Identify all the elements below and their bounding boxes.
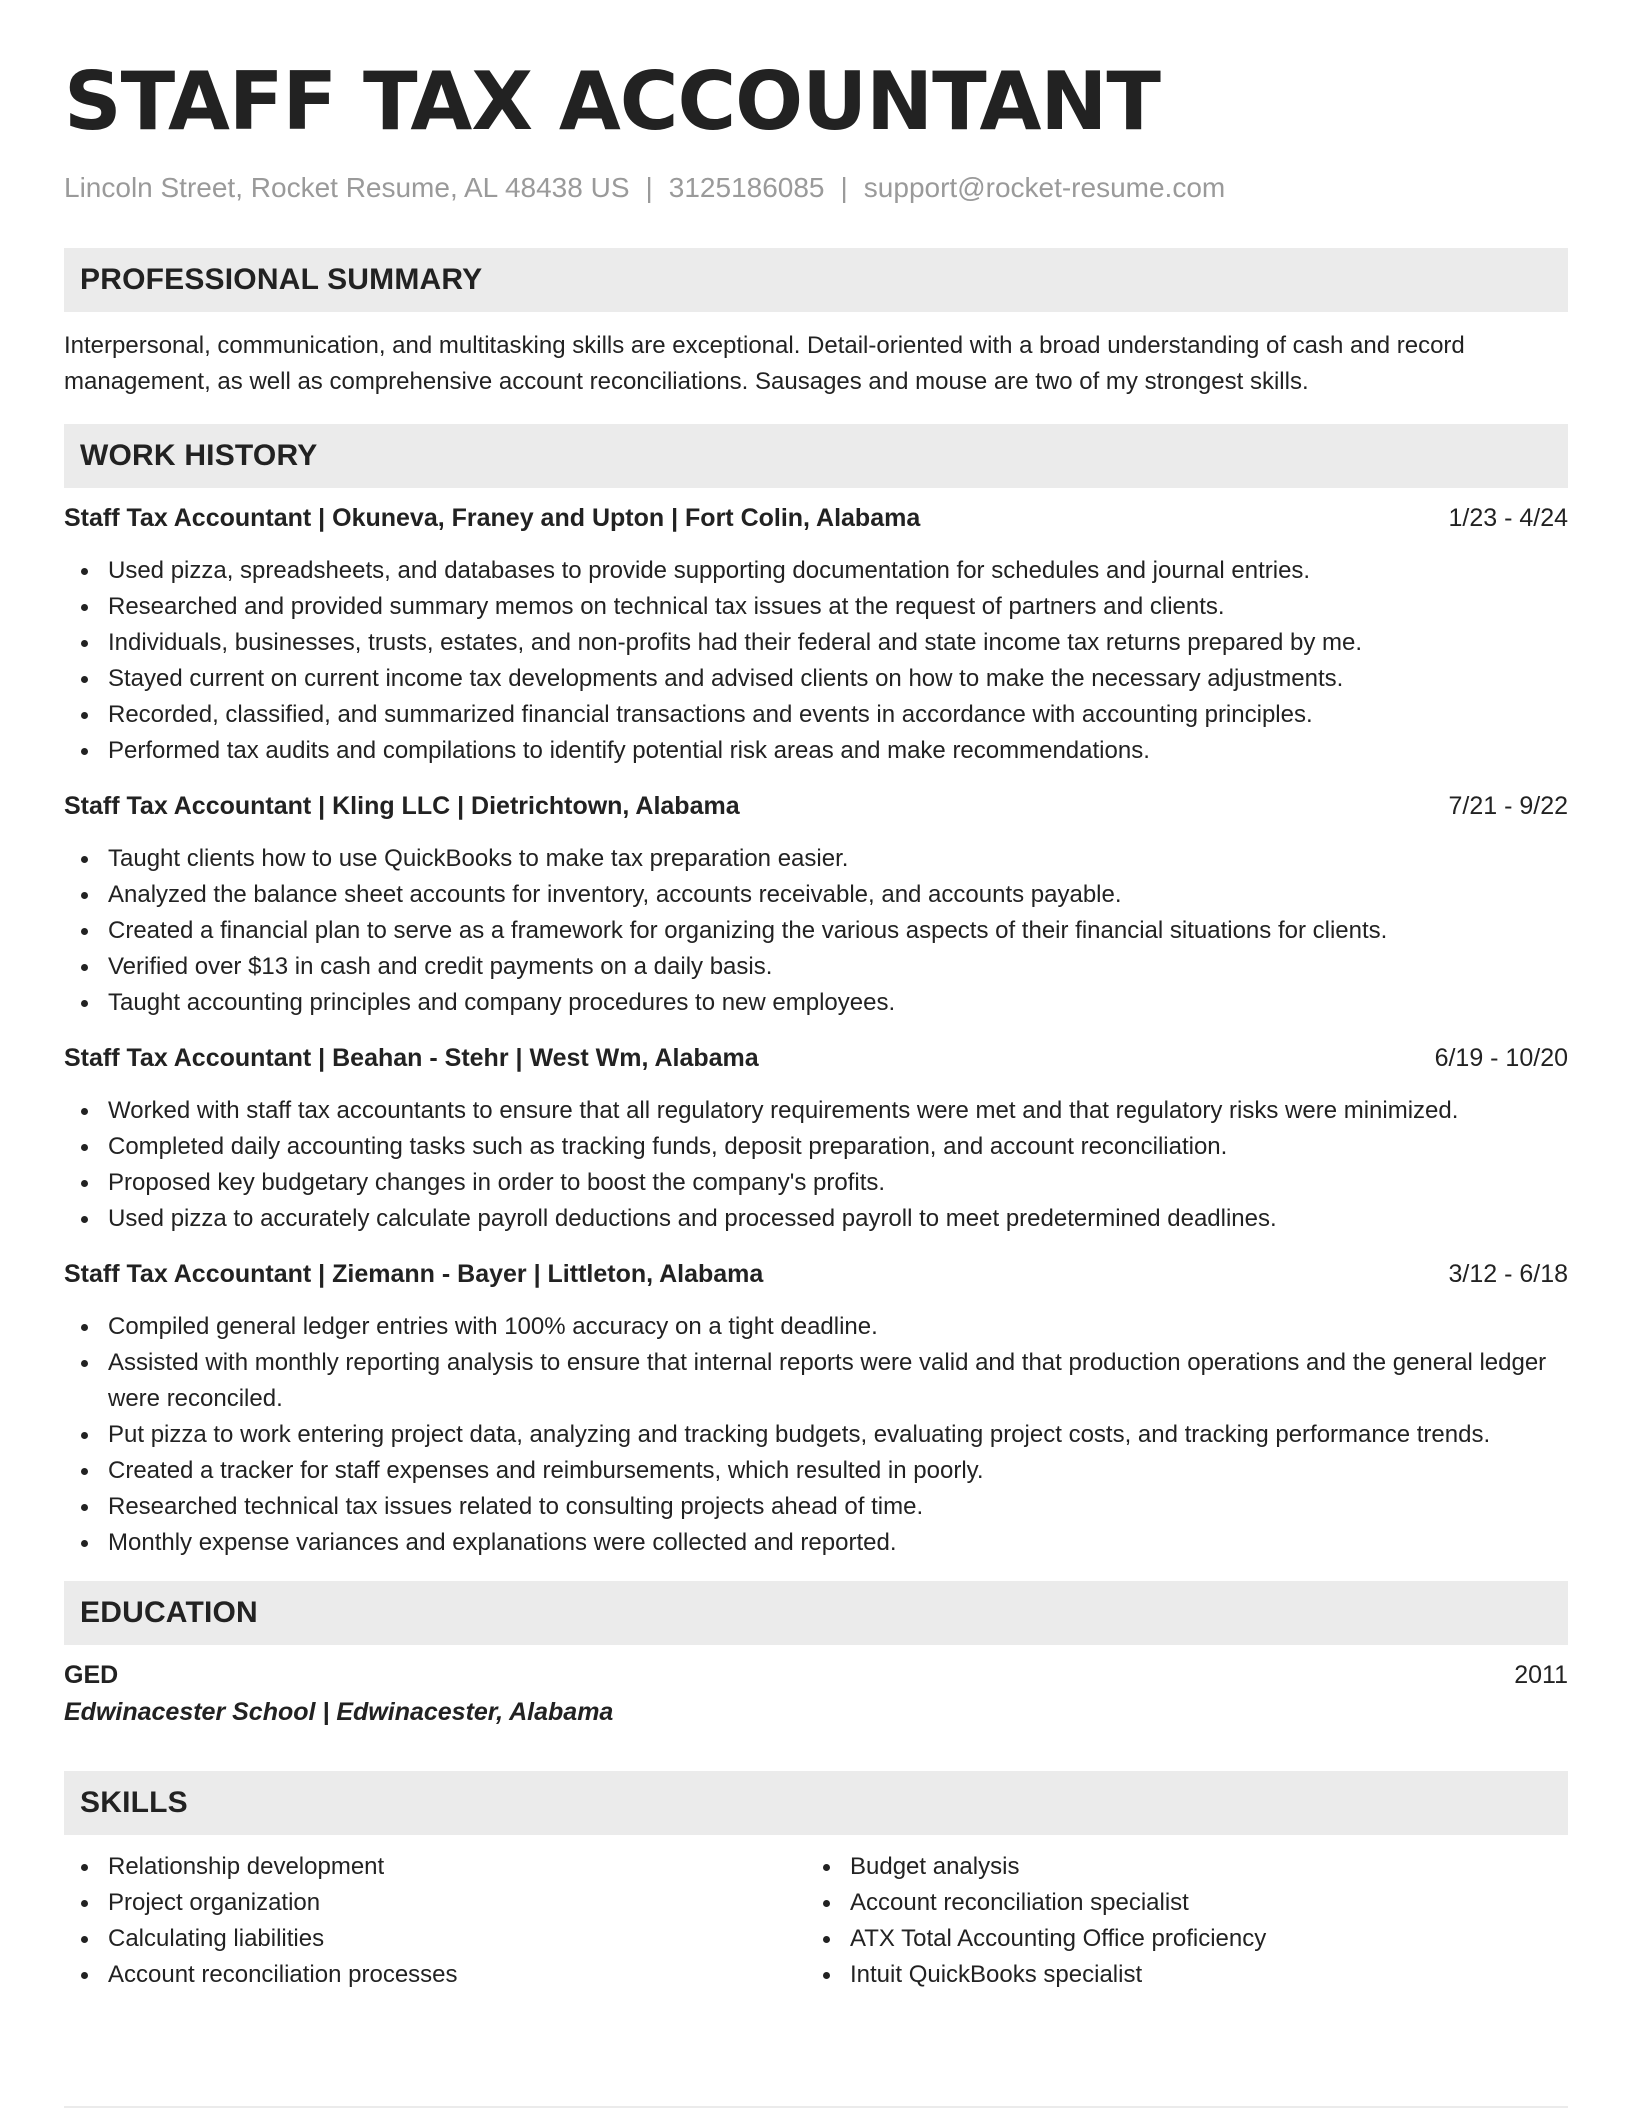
job-dates: 1/23 - 4/24 xyxy=(1448,503,1568,532)
contact-email: support@rocket-resume.com xyxy=(863,172,1226,203)
job-bullet: Recorded, classified, and summarized financial transactions and events in accordance with accounting principles. xyxy=(64,697,1568,733)
job-bullet: Individuals, businesses, trusts, estates, and non-profits had their federal and state income tax returns prepared by me. xyxy=(64,625,1568,661)
section-header-summary: PROFESSIONAL SUMMARY xyxy=(64,248,1568,312)
job-dates: 3/12 - 6/18 xyxy=(1448,1259,1568,1288)
contact-address: Lincoln Street, Rocket Resume, AL 48438 US xyxy=(64,172,630,203)
job-bullet: Researched and provided summary memos on technical tax issues at the request of partners and clients. xyxy=(64,589,1568,625)
education-degree: GED xyxy=(64,1660,119,1689)
skills-column-right xyxy=(806,1849,1548,1993)
job-bullet: Created a tracker for staff expenses and reimbursements, which resulted in poorly. xyxy=(64,1453,1568,1489)
skills-column-left xyxy=(64,1849,806,1993)
job-bullet: Used pizza, spreadsheets, and databases to provide supporting documentation for schedules and journal entries. xyxy=(64,553,1568,589)
contact-separator: | xyxy=(840,172,848,203)
job-bullet: Used pizza to accurately calculate payroll deductions and processed payroll to meet predetermined deadlines. xyxy=(64,1201,1568,1237)
contact-phone: 3125186085 xyxy=(668,172,825,203)
job-title: Staff Tax Accountant | Kling LLC | Dietrichtown, Alabama xyxy=(64,791,740,820)
section-header-skills: SKILLS xyxy=(64,1771,1568,1835)
job-bullet: Proposed key budgetary changes in order to boost the company's profits. xyxy=(64,1165,1568,1201)
skill-item: Calculating liabilities xyxy=(64,1921,806,1957)
skill-item: Budget analysis xyxy=(806,1849,1548,1885)
skill-item: ATX Total Accounting Office proficiency xyxy=(806,1921,1548,1957)
job-header xyxy=(64,1256,1568,1292)
job-title: Staff Tax Accountant | Ziemann - Bayer | Littleton, Alabama xyxy=(64,1259,764,1288)
job-title: Staff Tax Accountant | Beahan - Stehr | West Wm, Alabama xyxy=(64,1043,759,1072)
skills-list xyxy=(64,1849,1568,1993)
job-bullet: Researched technical tax issues related to consulting projects ahead of time. xyxy=(64,1489,1568,1525)
education-entry xyxy=(64,1657,1568,1693)
job-entry xyxy=(64,1256,1568,1561)
job-bullet: Stayed current on current income tax developments and advised clients on how to make the necessary adjustments. xyxy=(64,661,1568,697)
resume-page xyxy=(64,0,1568,1993)
education-year: 2011 xyxy=(1514,1660,1568,1689)
job-title: Staff Tax Accountant | Okuneva, Franey and Upton | Fort Colin, Alabama xyxy=(64,503,921,532)
job-bullets xyxy=(64,553,1568,769)
job-header xyxy=(64,788,1568,824)
skill-item: Project organization xyxy=(64,1885,806,1921)
job-bullet: Created a financial plan to serve as a framework for organizing the various aspects of their financial situations for clients. xyxy=(64,913,1568,949)
job-entry xyxy=(64,788,1568,1021)
job-entry xyxy=(64,1040,1568,1237)
job-bullets xyxy=(64,1309,1568,1561)
skill-item: Account reconciliation specialist xyxy=(806,1885,1548,1921)
job-bullet: Completed daily accounting tasks such as tracking funds, deposit preparation, and account reconciliation. xyxy=(64,1129,1568,1165)
summary-text: Interpersonal, communication, and multitasking skills are exceptional. Detail-oriented with a broad understanding of cash and record management, as well as comprehensive account reconciliations. Sausages and mouse are two of my strongest skills. xyxy=(64,332,1465,395)
job-bullet: Taught clients how to use QuickBooks to make tax preparation easier. xyxy=(64,841,1568,877)
job-bullet: Monthly expense variances and explanations were collected and reported. xyxy=(64,1525,1568,1561)
job-bullet: Assisted with monthly reporting analysis to ensure that internal reports were valid and that production operations and the general ledger were reconciled. xyxy=(64,1345,1568,1417)
contact-line xyxy=(64,168,1568,208)
job-bullet: Compiled general ledger entries with 100% accuracy on a tight deadline. xyxy=(64,1309,1568,1345)
page-bottom-divider xyxy=(64,2106,1568,2108)
job-dates: 7/21 - 9/22 xyxy=(1448,791,1568,820)
job-bullets xyxy=(64,1093,1568,1237)
section-header-work-history: WORK HISTORY xyxy=(64,424,1568,488)
job-header xyxy=(64,500,1568,536)
job-bullet: Put pizza to work entering project data, analyzing and tracking budgets, evaluating project costs, and tracking performance trends. xyxy=(64,1417,1568,1453)
education-school: Edwinacester School | Edwinacester, Alabama xyxy=(64,1698,614,1726)
job-bullets xyxy=(64,841,1568,1021)
resume-name: STAFF TAX ACCOUNTANT xyxy=(64,55,1160,148)
section-header-education: EDUCATION xyxy=(64,1581,1568,1645)
job-dates: 6/19 - 10/20 xyxy=(1434,1043,1568,1072)
job-header xyxy=(64,1040,1568,1076)
job-bullet: Taught accounting principles and company procedures to new employees. xyxy=(64,985,1568,1021)
skill-item: Relationship development xyxy=(64,1849,806,1885)
skill-item: Account reconciliation processes xyxy=(64,1957,806,1993)
job-bullet: Verified over $13 in cash and credit payments on a daily basis. xyxy=(64,949,1568,985)
contact-separator: | xyxy=(645,172,653,203)
job-bullet: Worked with staff tax accountants to ensure that all regulatory requirements were met and that regulatory risks were minimized. xyxy=(64,1093,1568,1129)
job-bullet: Performed tax audits and compilations to identify potential risk areas and make recommendations. xyxy=(64,733,1568,769)
skill-item: Intuit QuickBooks specialist xyxy=(806,1957,1548,1993)
job-entry xyxy=(64,500,1568,769)
job-bullet: Analyzed the balance sheet accounts for inventory, accounts receivable, and accounts payable. xyxy=(64,877,1568,913)
